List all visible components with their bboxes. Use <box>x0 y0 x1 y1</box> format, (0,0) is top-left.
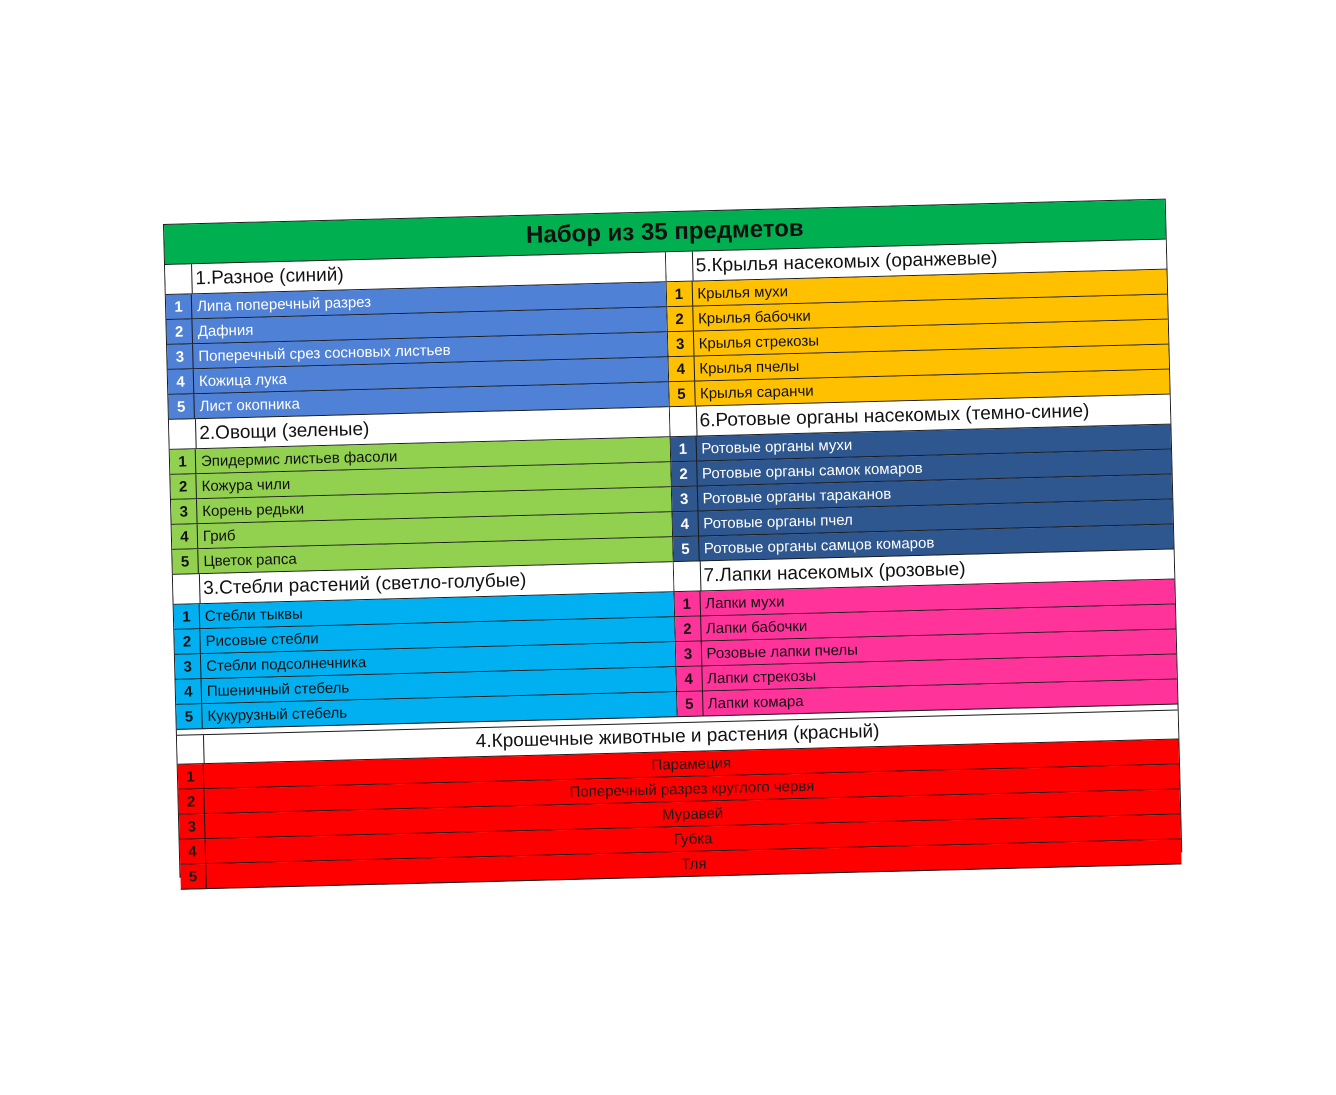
item-label: Кожура чили <box>201 475 291 495</box>
item-number: 3 <box>175 654 202 679</box>
section-1 <box>165 252 668 420</box>
item-number: 3 <box>667 332 694 357</box>
section-7 <box>673 550 1177 718</box>
item-number: 5 <box>168 394 195 419</box>
item-number: 1 <box>674 592 701 617</box>
item-number: 5 <box>176 704 203 729</box>
section-5 <box>665 240 1169 408</box>
item-label: Ротовые органы самцов комаров <box>703 534 935 557</box>
specimen-list-sheet <box>163 199 1182 886</box>
item-label: Крылья мухи <box>697 282 789 302</box>
item-number: 3 <box>179 814 206 839</box>
item-label: Липа поперечный разрез <box>196 293 372 315</box>
item-label: Лапки бабочки <box>705 617 808 637</box>
section-2 <box>169 407 672 575</box>
item-label: Муравей <box>661 804 724 824</box>
left-column <box>165 252 677 730</box>
item-number: 2 <box>667 307 694 332</box>
item-number: 3 <box>675 642 702 667</box>
section-heading-text: 4.Крошечные животные и растения (красный) <box>475 721 880 753</box>
item-label: Парамеция <box>651 754 732 774</box>
item-label: Лист окопника <box>199 395 301 415</box>
item-label: Кукурузный стебель <box>207 704 348 725</box>
item-label: Крылья бабочки <box>697 307 811 327</box>
item-number: 1 <box>670 437 697 462</box>
item-label: Крылья пчелы <box>699 357 800 377</box>
item-label: Ротовые органы пчел <box>703 511 854 532</box>
section-heading-text: 7.Лапки насекомых (розовые) <box>703 558 966 586</box>
item-number: 2 <box>170 474 197 499</box>
item-label: Пшеничный стебель <box>206 678 350 700</box>
item-label: Розовые лапки пчелы <box>706 641 859 662</box>
item-label: Кожица лука <box>198 370 288 390</box>
item-number: 3 <box>171 499 198 524</box>
item-number: 5 <box>673 537 700 562</box>
item-number: 5 <box>180 864 207 889</box>
item-number: 3 <box>167 344 194 369</box>
section-4 <box>177 709 1182 889</box>
item-label: Тля <box>680 854 707 873</box>
item-label: Губка <box>673 829 713 848</box>
item-label: Лапки стрекозы <box>706 667 817 687</box>
item-label: Ротовые органы тараканов <box>702 485 892 507</box>
item-label: Лапки мухи <box>705 592 785 612</box>
item-number: 4 <box>172 524 199 549</box>
item-number: 5 <box>172 549 199 574</box>
section-heading-text: 1.Разное (синий) <box>195 263 344 289</box>
item-label: Поперечный разрез круглого червя <box>569 777 815 801</box>
right-column <box>665 240 1177 718</box>
item-number: 4 <box>676 667 703 692</box>
item-number: 2 <box>671 462 698 487</box>
section-heading-text: 2.Овощи (зеленые) <box>199 418 370 444</box>
item-label: Цветок рапса <box>203 550 297 570</box>
item-number: 4 <box>176 679 203 704</box>
item-label: Эпидермис листьев фасоли <box>200 447 398 470</box>
item-number: 1 <box>174 604 201 629</box>
section-3 <box>173 562 676 730</box>
item-label: Рисовые стебли <box>205 629 319 650</box>
item-label: Ротовые органы самок комаров <box>701 459 923 482</box>
item-number: 3 <box>671 487 698 512</box>
item-number: 4 <box>668 357 695 382</box>
item-label: Лапки комара <box>707 692 804 712</box>
item-number: 1 <box>666 282 693 307</box>
item-label: Стебли тыквы <box>204 605 304 625</box>
item-number: 1 <box>170 449 197 474</box>
item-number: 1 <box>166 294 193 319</box>
item-number: 1 <box>178 764 205 789</box>
section-heading-text: 6.Ротовые органы насекомых (темно-синие) <box>699 400 1090 431</box>
item-number: 4 <box>180 839 207 864</box>
item-number: 2 <box>166 319 193 344</box>
sheet-title: Набор из 35 предметов <box>164 200 1166 265</box>
item-label: Крылья саранчи <box>699 382 814 402</box>
item-label: Крылья стрекозы <box>698 331 820 352</box>
item-number: 5 <box>677 691 704 716</box>
item-label: Дафния <box>197 321 254 340</box>
section-6 <box>669 395 1173 563</box>
item-number: 2 <box>675 617 702 642</box>
item-label: Стебли подсолнечника <box>205 653 367 675</box>
item-label: Поперечный срез сосновых листьев <box>198 341 451 365</box>
item-label: Корень редьки <box>202 500 305 520</box>
item-number: 2 <box>178 789 205 814</box>
item-number: 5 <box>669 382 696 407</box>
section-heading-text: 5.Крылья насекомых (оранжевые) <box>695 247 998 277</box>
item-number: 2 <box>174 629 201 654</box>
section-heading-text: 3.Стебли растений (светло-голубые) <box>202 569 527 599</box>
item-number: 4 <box>672 512 699 537</box>
item-number: 4 <box>168 369 195 394</box>
item-label: Ротовые органы мухи <box>701 436 853 457</box>
item-label: Гриб <box>202 526 236 545</box>
